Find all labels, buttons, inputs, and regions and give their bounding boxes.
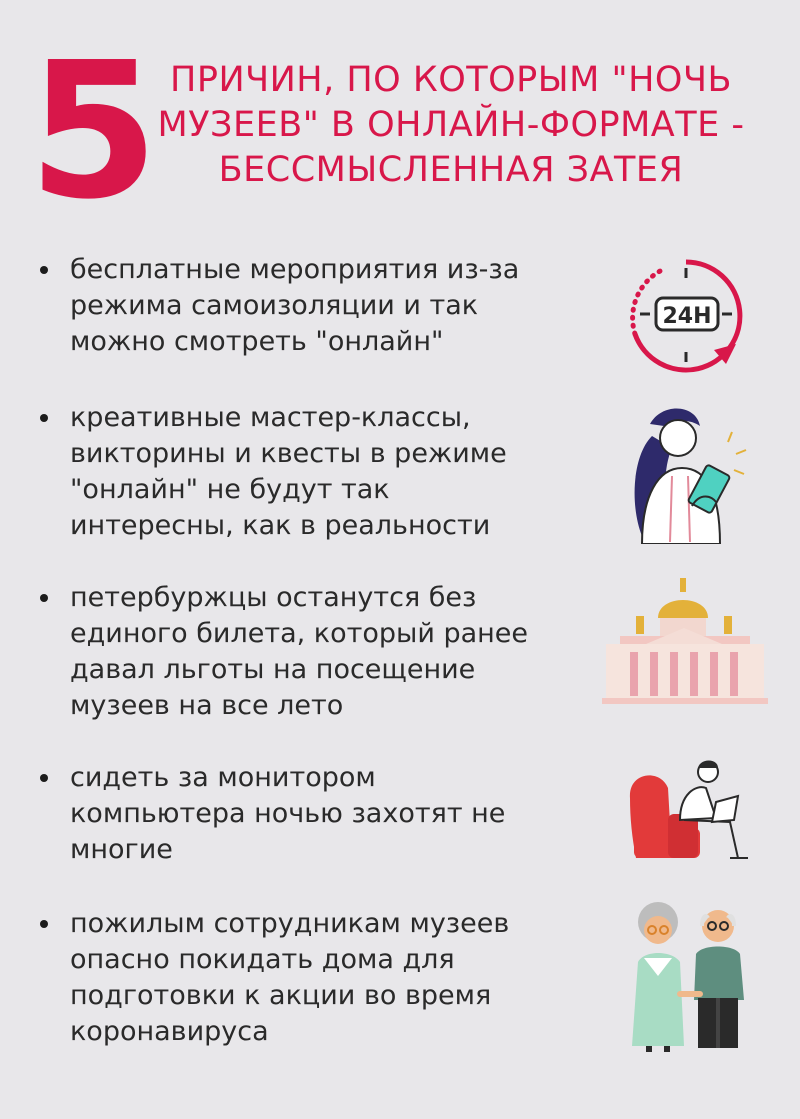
- list-item-4: [40, 760, 560, 868]
- list-item-5: [40, 906, 560, 1050]
- elderly-couple-icon: [620, 896, 760, 1052]
- list-item-text: сидеть за монитором компьютера ночью захотят не многие: [70, 762, 506, 865]
- woman-with-tablet-icon: [612, 396, 762, 544]
- list-item-text: пожилым сотрудникам музеев опасно покидать дома для подготовки к акции во время коронавируса: [70, 908, 510, 1047]
- clock-label: 24H: [662, 304, 712, 329]
- title-line-3: БЕССМЫСЛЕННАЯ ЗАТЕЯ: [218, 150, 684, 190]
- list-item-text: бесплатные мероприятия из-за режима самоизоляции и так можно смотреть "онлайн": [70, 254, 520, 357]
- bullet-icon: [40, 594, 48, 602]
- person-in-armchair-laptop-icon: [620, 758, 760, 864]
- list-item-text: петербуржцы останутся без единого билета, который ранее давал льготы на посещение музеев на все лето: [70, 582, 529, 721]
- page-title: [126, 58, 776, 193]
- bullet-icon: [40, 414, 48, 422]
- cathedral-icon: [600, 578, 770, 706]
- bullet-icon: [40, 774, 48, 782]
- bullet-icon: [40, 920, 48, 928]
- 24h-clock-icon: [622, 254, 750, 378]
- bullet-icon: [40, 266, 48, 274]
- big-number-five: 5: [28, 22, 153, 241]
- title-line-2: МУЗЕЕВ" В ОНЛАЙН-ФОРМАТЕ -: [157, 105, 745, 145]
- title-line-1: ПРИЧИН, ПО КОТОРЫМ "НОЧЬ: [170, 60, 732, 100]
- list-item-3: [40, 580, 560, 724]
- list-item-text: креативные мастер-классы, викторины и квесты в режиме "онлайн" не будут так интересны, как в реальности: [70, 402, 507, 541]
- list-item-2: [40, 400, 560, 544]
- list-item-1: [40, 252, 560, 360]
